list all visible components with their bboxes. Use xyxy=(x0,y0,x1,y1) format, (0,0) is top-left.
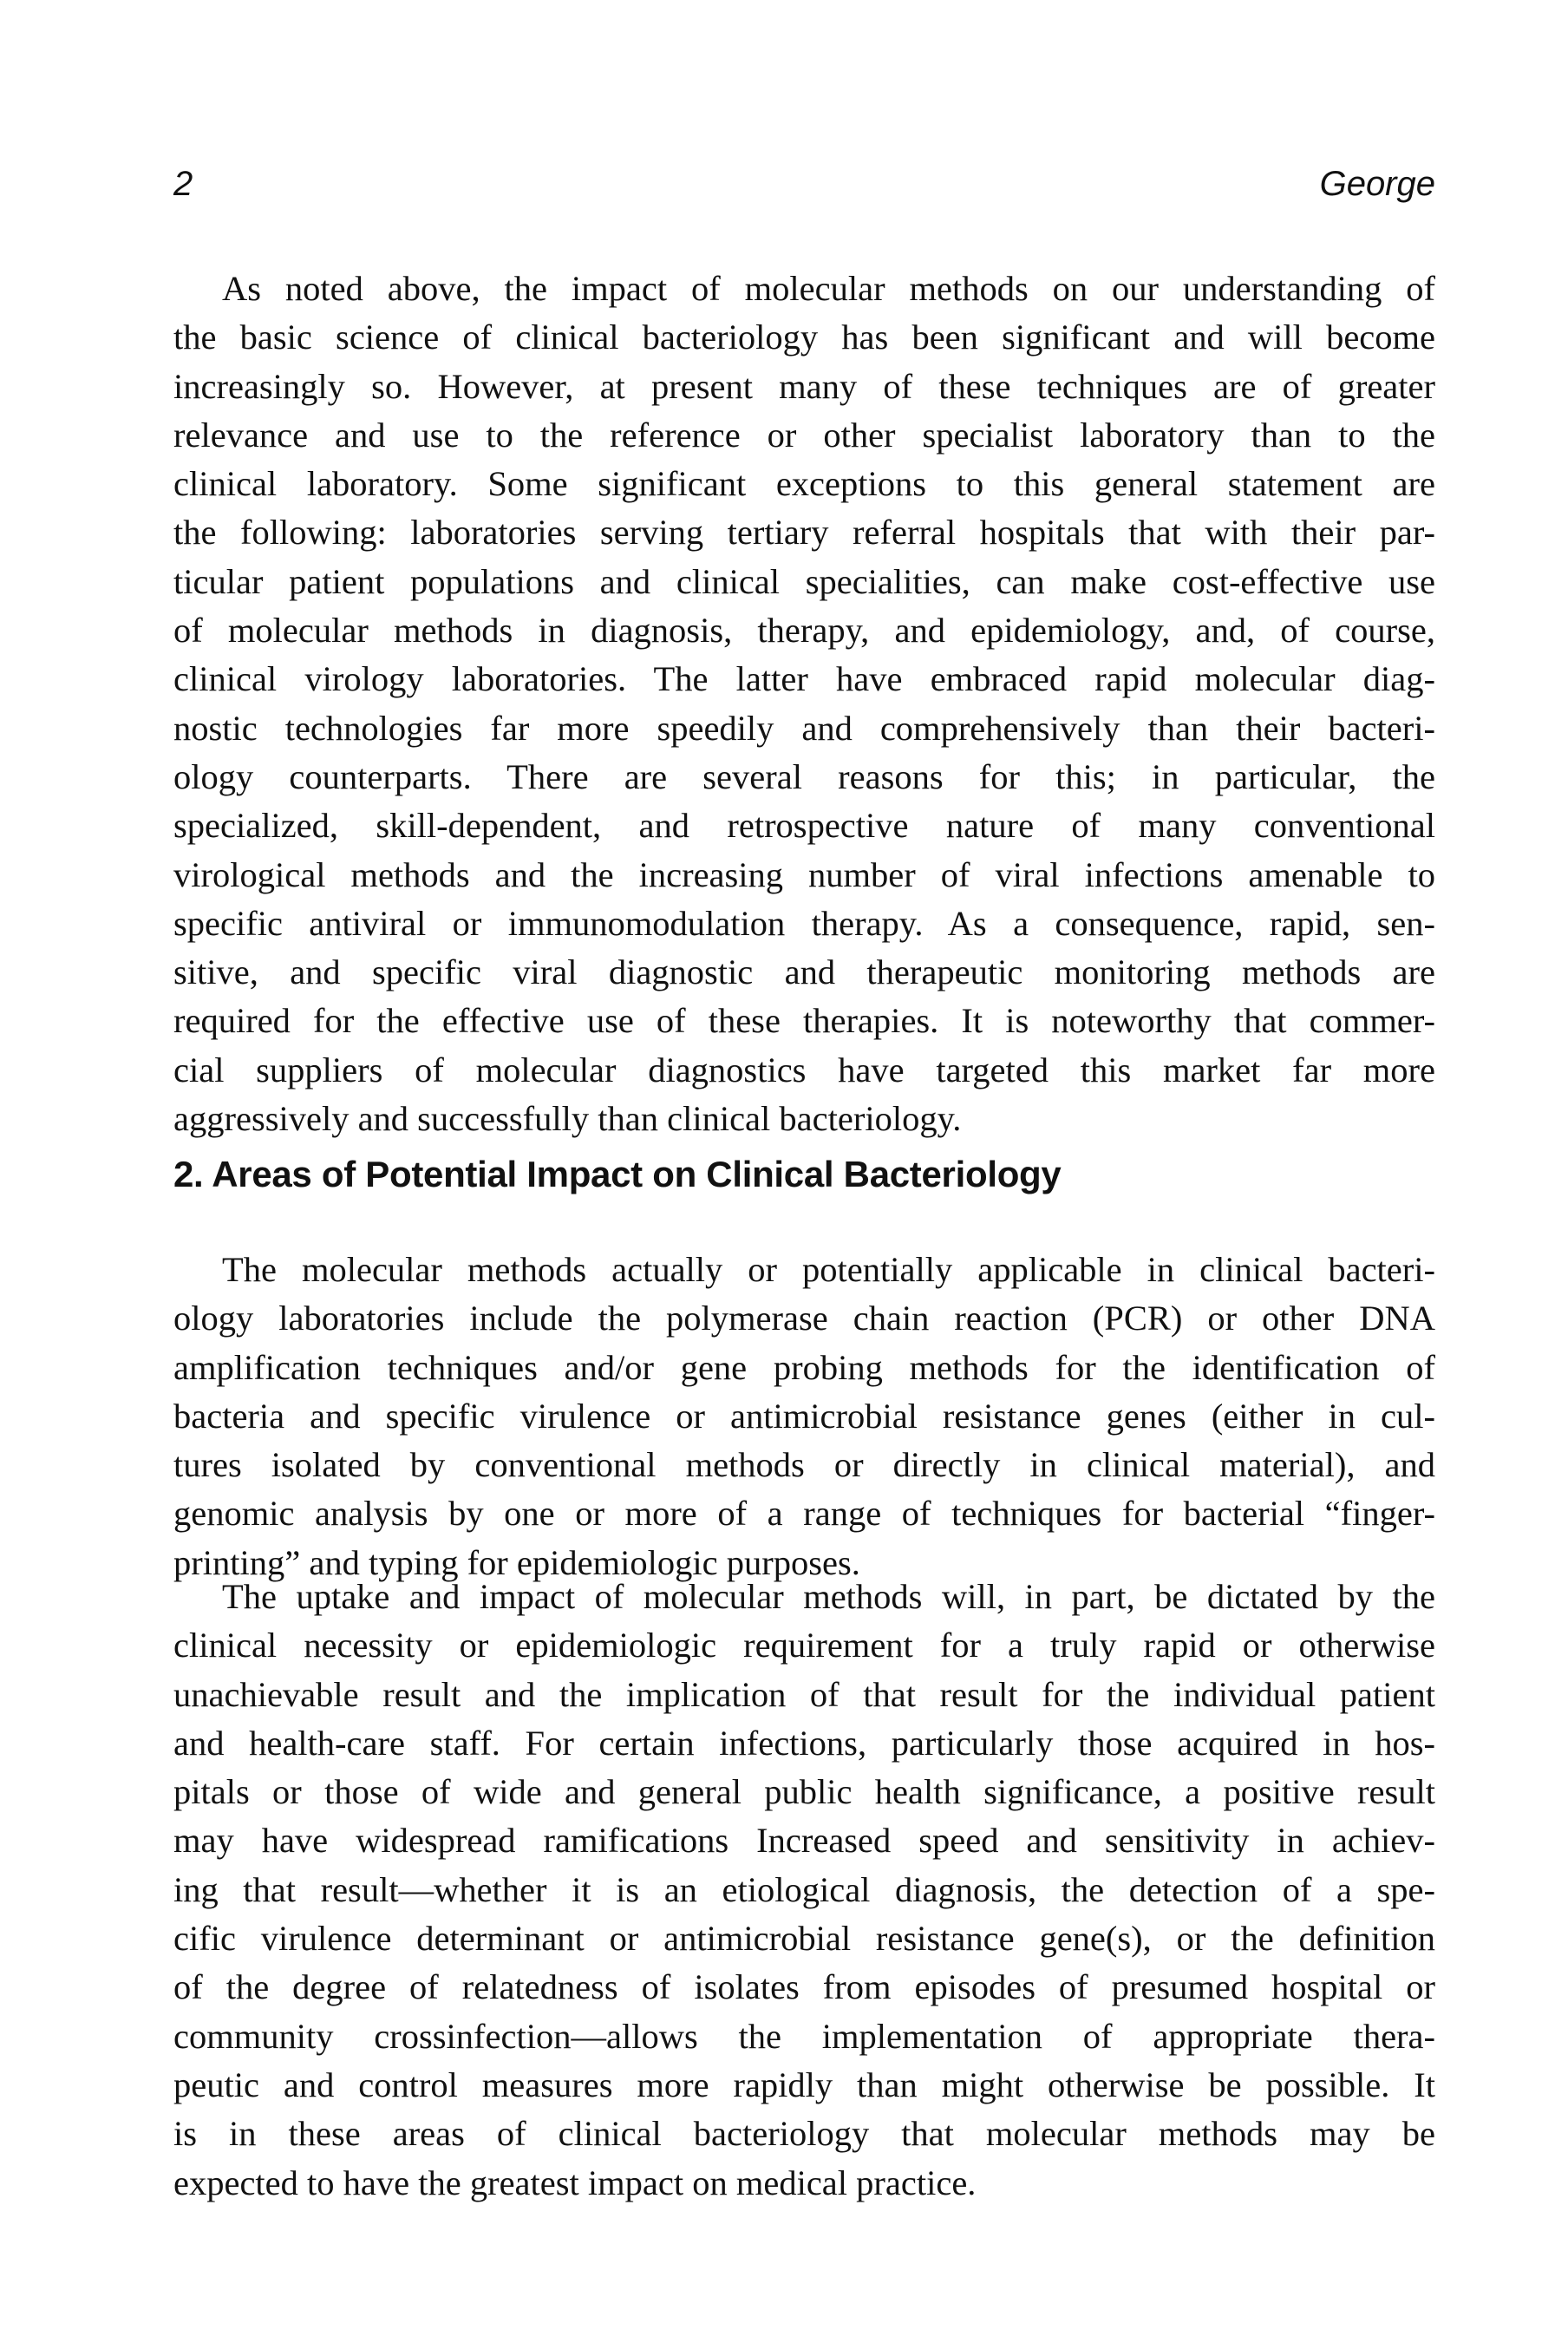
section-heading: 2. Areas of Potential Impact on Clinical Bacteriology xyxy=(173,1154,1062,1194)
text-line: tures isolated by conventional methods or directly in clinical material), and xyxy=(173,1445,1435,1485)
running-head xyxy=(173,165,1435,217)
text-line: clinical virology laboratories. The latter have embraced rapid molecular diag- xyxy=(173,659,1435,699)
text-line: expected to have the greatest impact on medical practice. xyxy=(173,2163,977,2202)
text-line: unachievable result and the implication of that result for the individual patient xyxy=(173,1674,1435,1714)
text-line: As noted above, the impact of molecular methods on our understanding of xyxy=(222,269,1435,308)
text-line: sitive, and specific viral diagnostic and therapeutic monitoring methods are xyxy=(173,952,1435,992)
text-line: peutic and control measures more rapidly than might otherwise be possible. It xyxy=(173,2064,1435,2104)
text-line: nostic technologies far more speedily and comprehensively than their bacteri- xyxy=(173,708,1435,748)
text-line: increasingly so. However, at present many of these techniques are of greater xyxy=(173,366,1435,406)
text-line: The uptake and impact of molecular methods will, in part, be dictated by the xyxy=(222,1577,1435,1616)
text-line: bacteria and specific virulence or antimicrobial resistance genes (either in cul- xyxy=(173,1396,1435,1436)
text-line: is in these areas of clinical bacteriology that molecular methods may be xyxy=(173,2114,1435,2154)
text-line: specific antiviral or immunomodulation therapy. As a consequence, rapid, sen- xyxy=(173,903,1435,943)
text-line: of molecular methods in diagnosis, therapy, and epidemiology, and, of course, xyxy=(173,611,1435,651)
text-line: aggressively and successfully than clinical bacteriology. xyxy=(173,1099,962,1139)
text-line: clinical laboratory. Some significant exceptions to this general statement are xyxy=(173,464,1435,504)
text-line: clinical necessity or epidemiologic requirement for a truly rapid or otherwise xyxy=(173,1626,1435,1665)
text-line: required for the effective use of these therapies. It is noteworthy that commer- xyxy=(173,1001,1435,1041)
text-line: pitals or those of wide and general public health significance, a positive result xyxy=(173,1772,1435,1812)
text-line: the following: laboratories serving tertiary referral hospitals that with their par- xyxy=(173,513,1435,553)
text-line: specialized, skill-dependent, and retrospective nature of many conventional xyxy=(173,806,1435,846)
paragraph-methods xyxy=(173,1246,1435,1587)
text-line: ticular patient populations and clinical specialities, can make cost-effective use xyxy=(173,561,1435,601)
text-line: ing that result—whether it is an etiological diagnosis, the detection of a spe- xyxy=(173,1869,1435,1909)
paragraph-intro xyxy=(173,265,1435,1143)
text-line: ology laboratories include the polymerase chain reaction (PCR) or other DNA xyxy=(173,1299,1435,1338)
text-line: amplification techniques and/or gene probing methods for the identification of xyxy=(173,1347,1435,1387)
text-line: virological methods and the increasing number of viral infections amenable to xyxy=(173,854,1435,894)
text-line: printing” and typing for epidemiologic purposes. xyxy=(173,1542,860,1582)
text-line: of the degree of relatedness of isolates from episodes of presumed hospital or xyxy=(173,1967,1435,2007)
page-number: 2 xyxy=(173,165,193,203)
text-line: relevance and use to the reference or other specialist laboratory than to the xyxy=(173,415,1435,455)
text-line: the basic science of clinical bacteriology has been significant and will become xyxy=(173,317,1435,357)
text-line: and health-care staff. For certain infections, particularly those acquired in hos- xyxy=(173,1723,1435,1763)
text-line: may have widespread ramifications Increased speed and sensitivity in achiev- xyxy=(173,1821,1435,1861)
paragraph-uptake xyxy=(173,1573,1435,2208)
text-line: The molecular methods actually or potentially applicable in clinical bacteri- xyxy=(222,1250,1435,1289)
text-line: ology counterparts. There are several reasons for this; in particular, the xyxy=(173,756,1435,796)
text-line: cific virulence determinant or antimicrobial resistance gene(s), or the definition xyxy=(173,1919,1435,1959)
running-head-author: George xyxy=(1319,165,1435,203)
text-line: cial suppliers of molecular diagnostics have targeted this market far more xyxy=(173,1050,1435,1089)
text-line: genomic analysis by one or more of a range of techniques for bacterial “finger- xyxy=(173,1494,1435,1534)
text-line: community crossinfection—allows the implementation of appropriate thera- xyxy=(173,2016,1435,2056)
